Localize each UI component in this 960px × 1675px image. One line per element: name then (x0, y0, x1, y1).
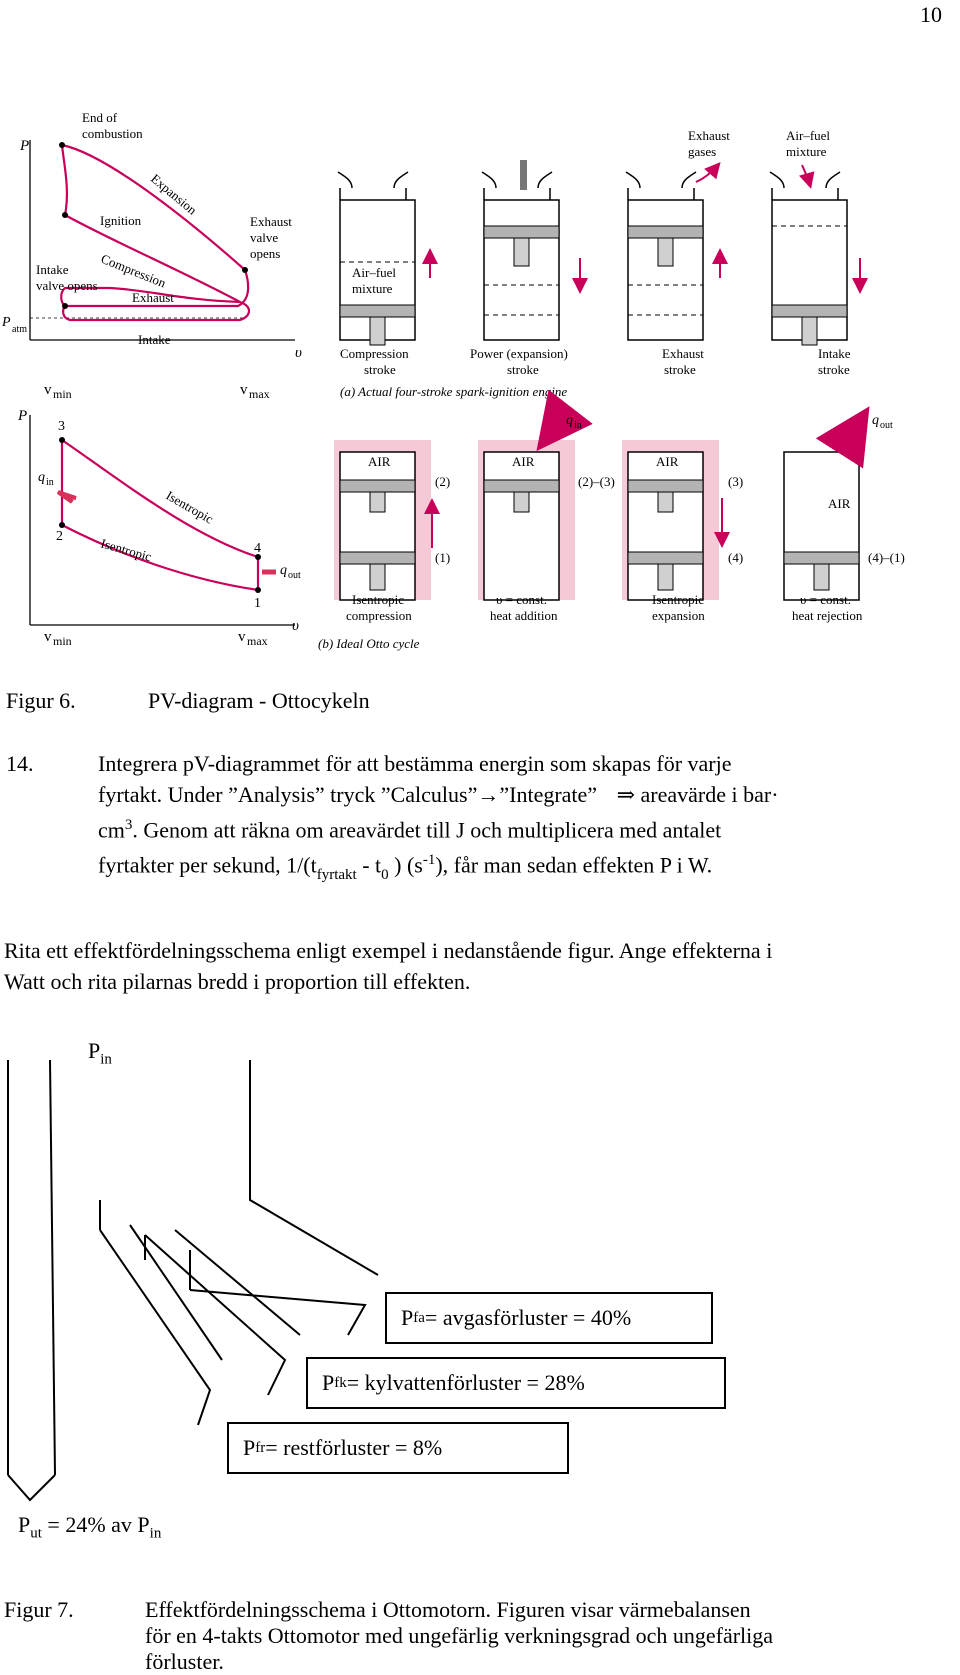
svg-text:mixture: mixture (786, 144, 827, 159)
svg-text:q: q (566, 413, 573, 428)
p-atm-sub: atm (12, 324, 27, 335)
svg-text:expansion: expansion (652, 608, 705, 623)
svg-text:4: 4 (254, 541, 261, 556)
vmax-label-b: v (238, 629, 246, 645)
svg-text:Exhaust: Exhaust (132, 290, 174, 305)
caption-a: (a) Actual four-stroke spark-ignition engine (340, 384, 568, 399)
svg-text:(2)–(3): (2)–(3) (578, 474, 615, 489)
svg-text:q: q (872, 413, 879, 428)
svg-text:heat addition: heat addition (490, 608, 558, 623)
svg-text:Isentropic: Isentropic (163, 487, 217, 527)
svg-text:Exhaust: Exhaust (662, 346, 704, 361)
svg-text:Isentropic: Isentropic (652, 592, 704, 607)
svg-text:max: max (247, 634, 268, 648)
figure-6-diagram (0, 95, 960, 655)
svg-text:1: 1 (254, 596, 261, 611)
box-avgasforluster: P fa = avgasförluster = 40% (385, 1292, 713, 1344)
svg-text:q: q (38, 470, 45, 485)
caption-b: (b) Ideal Otto cycle (318, 636, 420, 651)
box-restforluster: P fr = restförluster = 8% (227, 1422, 569, 1474)
figure6-label: Figur 6. (6, 688, 76, 713)
otto-cycle-curve (62, 440, 258, 590)
p-in-label: $P_{in}$ (88, 1038, 112, 1068)
svg-text:υ = const.: υ = const. (800, 592, 851, 607)
p-atm-label: P (2, 315, 11, 330)
figure7-label: Figur 7. (4, 1597, 74, 1622)
pv-diagram-actual (1, 110, 302, 401)
svg-text:out: out (288, 570, 301, 581)
svg-text:Exhaust: Exhaust (688, 128, 730, 143)
svg-text:stroke: stroke (507, 362, 539, 377)
svg-text:Isentropic: Isentropic (99, 535, 154, 565)
svg-text:Power (expansion): Power (expansion) (470, 346, 568, 361)
svg-text:combustion: combustion (82, 126, 143, 141)
svg-text:valve: valve (250, 230, 279, 245)
vmin-label-b: v (44, 629, 52, 645)
svg-text:q: q (280, 563, 287, 578)
svg-text:AIR: AIR (512, 454, 535, 469)
svg-text:AIR: AIR (368, 454, 391, 469)
pv-diagram-ideal (17, 408, 301, 648)
combustion-curve (62, 145, 67, 215)
air-cylinders-ideal (318, 413, 905, 651)
svg-text:gases: gases (688, 144, 717, 159)
svg-text:Compression: Compression (340, 346, 409, 361)
svg-text:υ: υ (292, 618, 299, 634)
svg-text:Expansion: Expansion (148, 170, 200, 218)
svg-text:(4): (4) (728, 550, 744, 565)
svg-text:Air–fuel: Air–fuel (786, 128, 831, 143)
svg-text:End of: End of (82, 110, 118, 125)
task-text: Integrera pV-diagrammet för att bestämma energin som skapas för varje fyrtakt. Under ”Analysis” tryck ”Calculus”→”Integrate” ⇒ areavärde i bar· $cm^3$. Genom att räkna om areavärdet till J och multiplicera med antalet fyrtakter per sekund, $1/(t_{fyrtakt} - t_0$ ) $(s^{-1})$, får man sedan effekten P i W. (98, 751, 779, 883)
svg-text:(3): (3) (728, 474, 744, 489)
svg-text:min: min (53, 387, 72, 401)
svg-text:P: P (18, 408, 28, 424)
page-number: 10 (920, 2, 942, 27)
svg-text:υ = const.: υ = const. (496, 592, 547, 607)
svg-text:AIR: AIR (656, 454, 679, 469)
svg-text:(2): (2) (435, 474, 451, 489)
vmax-label-a: v (240, 382, 248, 398)
box-kylvattenforluster: P fk = kylvattenförluster = 28% (306, 1357, 726, 1409)
svg-text:max: max (249, 387, 270, 401)
svg-text:in: in (46, 477, 54, 488)
svg-text:Intake: Intake (36, 262, 69, 277)
svg-text:valve opens: valve opens (36, 278, 98, 293)
svg-text:out: out (880, 420, 893, 431)
engine-cylinders-actual (338, 128, 860, 399)
svg-text:Compression: Compression (98, 250, 169, 291)
svg-text:Ignition: Ignition (100, 213, 142, 228)
output-arrow-head (8, 1475, 55, 1500)
svg-text:stroke: stroke (818, 362, 850, 377)
svg-text:compression: compression (346, 608, 412, 623)
svg-text:AIR: AIR (828, 496, 851, 511)
svg-text:Isentropic: Isentropic (352, 592, 404, 607)
figure6-caption: PV-diagram - Ottocykeln (148, 688, 370, 713)
svg-text:in: in (574, 420, 582, 431)
svg-text:Air–fuel: Air–fuel (352, 265, 397, 280)
v-axis-label: υ (295, 345, 302, 361)
svg-text:(1): (1) (435, 550, 451, 565)
p-ut-label: $P_{ut} = 24\%$ av $P_{in}$ (18, 1512, 162, 1542)
svg-text:min: min (53, 634, 72, 648)
p-axis-label: P (20, 138, 30, 154)
svg-text:mixture: mixture (352, 281, 393, 296)
svg-text:stroke: stroke (664, 362, 696, 377)
svg-text:Intake: Intake (818, 346, 851, 361)
figure7-caption: Effektfördelningsschema i Ottomotorn. Figuren visar värmebalansen för en 4-takts Ottomotor med ungefärlig verkningsgrad och ungefärliga förluster. (145, 1597, 774, 1674)
svg-text:2: 2 (56, 529, 63, 544)
svg-text:Intake: Intake (138, 332, 171, 347)
svg-text:Exhaust: Exhaust (250, 214, 292, 229)
svg-text:stroke: stroke (364, 362, 396, 377)
svg-text:opens: opens (250, 246, 281, 261)
svg-text:heat rejection: heat rejection (792, 608, 863, 623)
instruction-text: Rita ett effektfördelningsschema enligt exempel i nedanstående figur. Ange effekterna i Watt och rita pilarnas bredd i proportion till effekten. (4, 938, 773, 994)
svg-text:(4)–(1): (4)–(1) (868, 550, 905, 565)
svg-text:3: 3 (58, 419, 65, 434)
vmin-label-a: v (44, 382, 52, 398)
task-number: 14. (6, 751, 34, 776)
